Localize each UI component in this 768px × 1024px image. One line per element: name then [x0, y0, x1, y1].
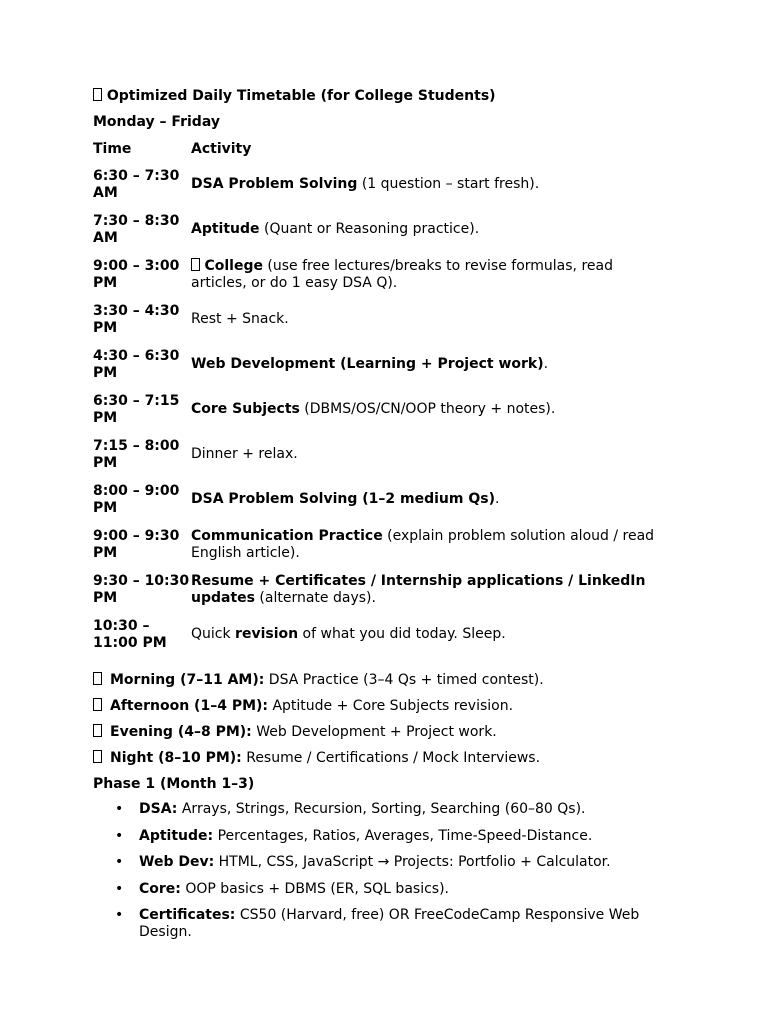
missing-glyph-icon: [93, 724, 102, 737]
missing-glyph-icon: [93, 750, 102, 763]
document-page: [93, 86, 683, 951]
time-cell: 9:00 – 9:30 PM: [93, 528, 180, 561]
activity-cell: DSA Problem Solving (1–2 medium Qs).: [191, 491, 500, 508]
missing-glyph-icon: [93, 672, 102, 685]
time-cell: 3:30 – 4:30 PM: [93, 303, 180, 336]
list-item: • Core: OOP basics + DBMS (ER, SQL basics).: [115, 880, 449, 897]
bullet-icon: •: [115, 827, 124, 844]
missing-glyph-icon: [93, 88, 102, 101]
activity-cell: Aptitude (Quant or Reasoning practice).: [191, 221, 480, 238]
activity-cell: Rest + Snack.: [191, 311, 289, 328]
activity-cell: Resume + Certificates / Internship applications / LinkedIn updates (alternate days).: [191, 573, 646, 606]
time-cell: 9:30 – 10:30 PM: [93, 573, 190, 606]
list-item: • Certificates: CS50 (Harvard, free) OR FreeCodeCamp Responsive Web Design.: [115, 907, 640, 940]
table-row: [93, 168, 671, 213]
time-cell: 7:15 – 8:00 PM: [93, 438, 180, 471]
slot-night: Night (8–10 PM): Resume / Certifications / Mock Interviews.: [93, 749, 683, 767]
phase-heading: Phase 1 (Month 1–3): [93, 776, 255, 792]
missing-glyph-icon: [93, 698, 102, 711]
slot-morning: Morning (7–11 AM): DSA Practice (3–4 Qs + timed contest).: [93, 671, 683, 689]
activity-cell: Quick revision of what you did today. Sleep.: [191, 626, 506, 643]
table-row: [93, 348, 671, 393]
activity-cell: Core Subjects (DBMS/OS/CN/OOP theory + notes).: [191, 401, 556, 418]
bullet-icon: •: [115, 854, 124, 870]
timetable-header-row: [93, 140, 671, 168]
time-cell: 6:30 – 7:30 AM: [93, 168, 180, 201]
bullet-icon: •: [115, 880, 124, 897]
missing-glyph-icon: [191, 258, 200, 271]
timetable: [93, 140, 671, 663]
time-cell: 7:30 – 8:30 AM: [93, 213, 180, 246]
list-item: • Web Dev: HTML, CSS, JavaScript → Projects: Portfolio + Calculator.: [115, 854, 611, 870]
title-text: Optimized Daily Timetable (for College Students): [106, 88, 496, 104]
slot-evening: Evening (4–8 PM): Web Development + Project work.: [93, 723, 683, 741]
time-cell: 8:00 – 9:00 PM: [93, 483, 180, 516]
table-row: [93, 618, 671, 663]
bullet-icon: •: [115, 801, 124, 817]
table-row: [93, 213, 671, 258]
activity-cell: Web Development (Learning + Project work).: [191, 356, 549, 373]
document-title: [93, 87, 683, 105]
table-row: [93, 483, 671, 528]
activity-cell: Dinner + relax.: [191, 446, 298, 463]
phase-list: [93, 801, 683, 941]
table-row: [93, 528, 671, 573]
time-cell: 9:00 – 3:00 PM: [93, 258, 180, 291]
activity-cell: DSA Problem Solving (1 question – start fresh).: [191, 176, 540, 193]
activity-cell: Communication Practice (explain problem solution aloud / read English article).: [191, 528, 655, 561]
table-row: [93, 258, 671, 303]
table-row: [93, 573, 671, 618]
list-item: • Aptitude: Percentages, Ratios, Averages, Time-Speed-Distance.: [115, 827, 593, 844]
table-row: [93, 303, 671, 348]
time-cell: 4:30 – 6:30 PM: [93, 348, 180, 381]
activity-column-header: Activity: [191, 141, 252, 157]
time-cell: 10:30 – 11:00 PM: [93, 618, 167, 651]
time-column-header: Time: [93, 141, 132, 157]
bullet-icon: •: [115, 907, 124, 923]
table-row: [93, 438, 671, 483]
time-cell: 6:30 – 7:15 PM: [93, 393, 180, 426]
days-heading: Monday – Friday: [93, 114, 220, 130]
activity-cell: College (use free lectures/breaks to revise formulas, read articles, or do 1 easy DSA Q).: [191, 258, 613, 291]
list-item: • DSA: Arrays, Strings, Recursion, Sorting, Searching (60–80 Qs).: [115, 801, 586, 817]
slot-afternoon: Afternoon (1–4 PM): Aptitude + Core Subjects revision.: [93, 697, 683, 715]
table-row: [93, 393, 671, 438]
